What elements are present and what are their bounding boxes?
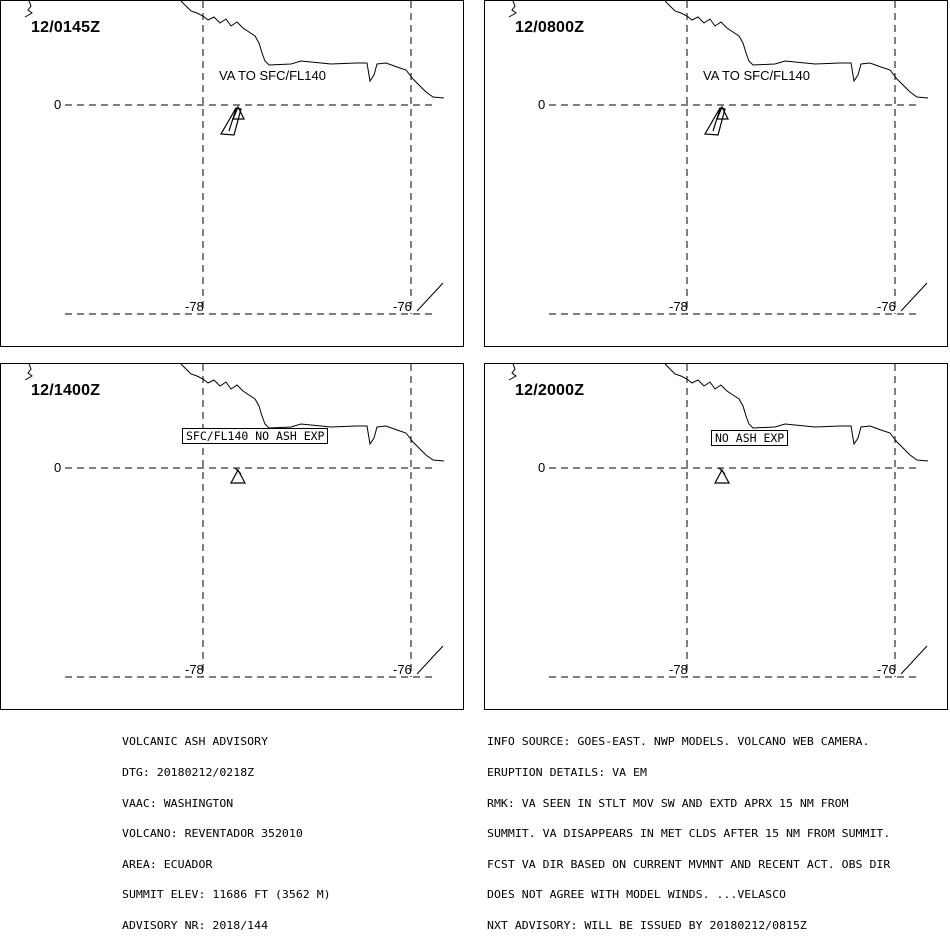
advisory-line: VAAC: WASHINGTON: [122, 796, 234, 810]
lat-label: 0: [54, 97, 62, 112]
panel-time: 12/2000Z: [515, 382, 585, 399]
lon-label-76: -76: [393, 662, 412, 677]
grid-corner-tick: [417, 283, 443, 311]
map-panel-4: [484, 363, 948, 710]
coastline: [25, 1, 444, 98]
advisory-line: VOLCANO: REVENTADOR 352010: [122, 827, 303, 841]
ash-plume-polygon: [705, 108, 725, 135]
map-panel-2: [484, 0, 948, 347]
advisory-line: NXT ADVISORY: WILL BE ISSUED BY 20180212/0815Z: [487, 918, 807, 932]
advisory-line: SUMMIT ELEV: 11686 FT (3562 M): [122, 888, 331, 902]
map-canvas-3: [1, 364, 465, 711]
lon-label-78: -78: [185, 299, 204, 314]
panel-time: 12/0800Z: [515, 19, 585, 36]
volcano-summit-icon: [231, 468, 245, 483]
coastline: [25, 364, 444, 461]
advisory-line: DOES NOT AGREE WITH MODEL WINDS. ...VELASCO: [487, 888, 787, 902]
advisory-line: FCST VA DIR BASED ON CURRENT MVMNT AND RECENT ACT. OBS DIR: [487, 857, 891, 871]
advisory-line: AREA: ECUADOR: [122, 857, 213, 871]
ash-plume-polygon: [221, 108, 241, 135]
advisory-line: ADVISORY NR: 2018/144: [122, 918, 269, 932]
panel-time: 12/0145Z: [31, 19, 101, 36]
graticule: [65, 1, 436, 314]
grid-corner-tick: [901, 646, 927, 674]
map-canvas-1: [1, 1, 465, 348]
advisory-line: SUMMIT. VA DISAPPEARS IN MET CLDS AFTER 15 NM FROM SUMMIT.: [487, 827, 891, 841]
grid-corner-tick: [417, 646, 443, 674]
ash-label-box: NO ASH EXP: [711, 430, 788, 446]
coastline: [509, 364, 928, 461]
ash-label-box: SFC/FL140 NO ASH EXP: [182, 428, 328, 444]
map-panel-1: [0, 0, 464, 347]
ash-label: VA TO SFC/FL140: [703, 68, 810, 83]
advisory-line: ERUPTION DETAILS: VA EM: [487, 766, 647, 779]
lat-label: 0: [538, 460, 546, 475]
grid-corner-tick: [901, 283, 927, 311]
lon-label-78: -78: [669, 299, 688, 314]
lat-label: 0: [538, 97, 546, 112]
lon-label-78: -78: [185, 662, 204, 677]
lon-label-76: -76: [877, 662, 896, 677]
graticule: [549, 364, 920, 677]
ash-label: VA TO SFC/FL140: [219, 68, 326, 83]
graticule: [549, 1, 920, 314]
lon-label-76: -76: [393, 299, 412, 314]
lat-label: 0: [54, 460, 62, 475]
lon-label-78: -78: [669, 662, 688, 677]
advisory-line: VOLCANIC ASH ADVISORY: [122, 735, 269, 749]
panel-time: 12/1400Z: [31, 382, 101, 399]
map-panel-3: [0, 363, 464, 710]
coastline: [509, 1, 928, 98]
advisory-line: RMK: VA SEEN IN STLT MOV SW AND EXTD APRX 15 NM FROM: [487, 796, 849, 810]
advisory-line: DTG: 20180212/0218Z: [122, 766, 255, 779]
lon-label-76: -76: [877, 299, 896, 314]
advisory-header-block: [122, 717, 331, 941]
advisory-remarks-block: [487, 717, 890, 941]
map-canvas-4: [485, 364, 949, 711]
map-canvas-2: [485, 1, 949, 348]
graticule: [65, 364, 436, 677]
advisory-line: INFO SOURCE: GOES-EAST. NWP MODELS. VOLCANO WEB CAMERA.: [487, 735, 870, 749]
volcano-summit-icon: [715, 468, 729, 483]
